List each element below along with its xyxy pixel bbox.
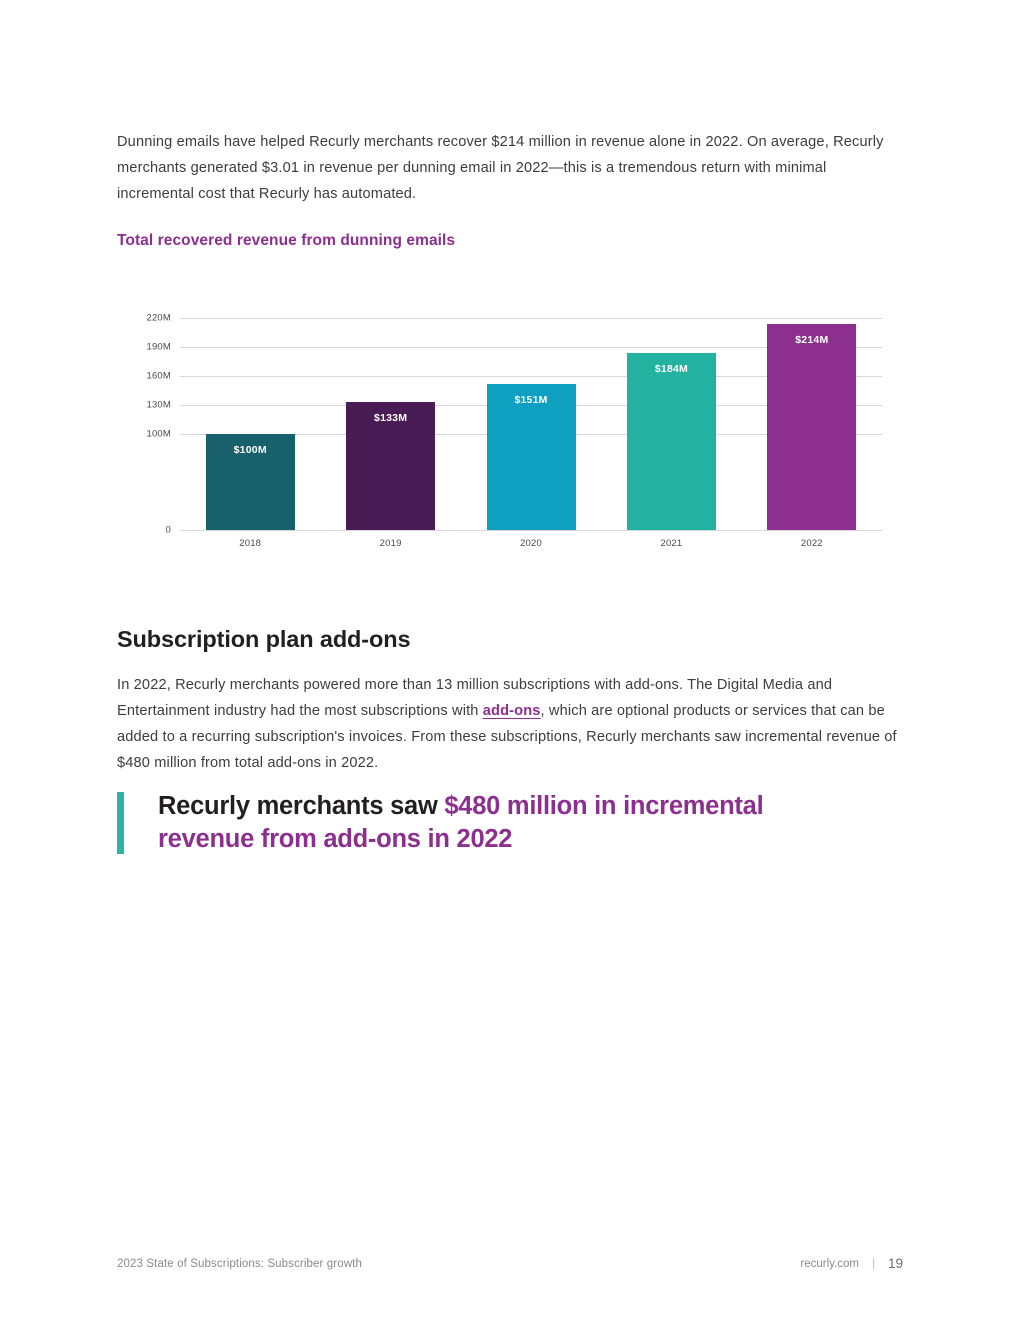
footer-separator: | — [871, 1257, 875, 1270]
bar-chart — [117, 300, 899, 555]
chart-bars — [180, 318, 882, 530]
bar-slot — [742, 318, 882, 530]
xtick-label: 2022 — [800, 538, 823, 549]
section-paragraph — [117, 672, 902, 776]
pull-quote-accent: $480 million in incremental revenue from add-ons in 2022 — [158, 792, 764, 853]
bar-2018 — [206, 434, 295, 530]
bar-2021 — [627, 353, 716, 530]
xtick-label: 2019 — [379, 538, 402, 549]
chart-plot-area — [146, 312, 882, 536]
bar-2022 — [767, 324, 856, 530]
footer-site: recurly.com — [800, 1257, 859, 1270]
pull-quote-lead: Recurly merchants saw — [158, 792, 445, 820]
ytick-label: 0 — [165, 524, 171, 536]
footer-source: 2023 State of Subscriptions: Subscriber growth — [117, 1258, 363, 1270]
bar-value-label: $214M — [795, 333, 829, 346]
paragraph-text-part2: , which are optional products or services that can be added to a recurring subscription's invoices. From these subscriptions, Recurly merchants saw incremental revenue of $480 million from total add-ons in 2022. — [117, 702, 897, 771]
section-heading: Subscription plan add-ons — [117, 625, 411, 652]
bar-slot — [320, 318, 460, 530]
chart-x-axis — [180, 538, 882, 549]
paragraph-text-part1: In 2022, Recurly merchants powered more than 13 million subscriptions with add-ons. The Digital Media and Entertainment industry had the most subscriptions with — [117, 676, 833, 719]
pull-quote — [117, 790, 837, 856]
footer-meta — [800, 1256, 903, 1271]
ytick-label: 130M — [146, 399, 171, 411]
footer-page-number: 19 — [887, 1256, 903, 1271]
bar-value-label: $133M — [374, 411, 408, 424]
pull-quote-text — [158, 790, 837, 856]
chart-title: Total recovered revenue from dunning emails — [117, 232, 456, 249]
bar-slot — [461, 318, 601, 530]
add-ons-link[interactable]: add-ons — [482, 702, 541, 719]
gridline-0 — [165, 524, 882, 536]
bar-slot — [601, 318, 741, 530]
bar-value-label: $184M — [654, 362, 688, 375]
bar-value-label: $151M — [514, 394, 548, 407]
intro-paragraph: Dunning emails have helped Recurly merchants recover $214 million in revenue alone in 2022. On average, Recurly merchants generated $3.01 in revenue per dunning email in 2022—this is a tremendous return with minimal incremental cost that Recurly has automated. — [117, 133, 884, 202]
ytick-label: 190M — [146, 341, 171, 353]
bar-2020 — [487, 384, 576, 530]
bar-slot — [180, 318, 320, 530]
xtick-label: 2018 — [239, 538, 262, 549]
ytick-label: 160M — [146, 370, 171, 382]
xtick-label: 2021 — [660, 538, 683, 549]
bar-2019 — [346, 402, 435, 530]
xtick-label: 2020 — [520, 538, 542, 549]
ytick-label: 220M — [146, 312, 171, 324]
ytick-label: 100M — [146, 428, 171, 440]
bar-value-label: $100M — [233, 443, 267, 456]
